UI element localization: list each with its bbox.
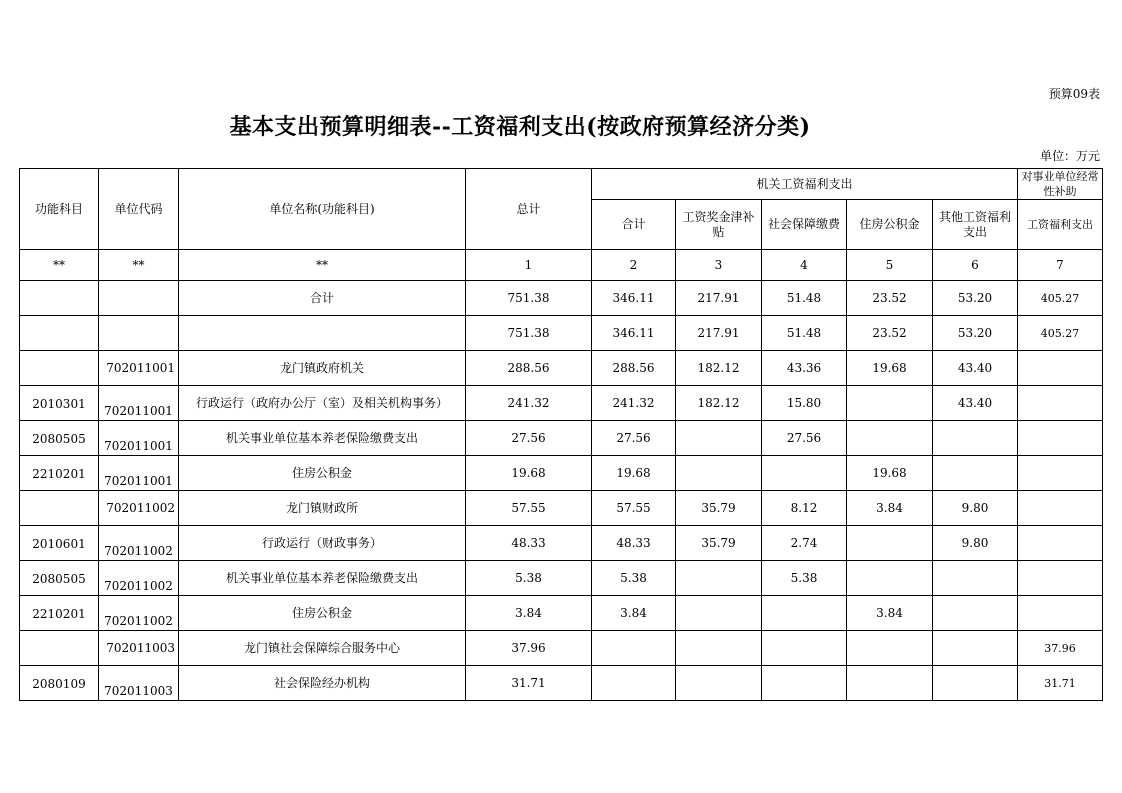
cell-name: 行政运行（财政事务） xyxy=(179,526,466,561)
cell-other: 43.40 xyxy=(933,351,1018,386)
cell-subsidy: 405.27 xyxy=(1018,316,1103,351)
cell-subsidy: 37.96 xyxy=(1018,631,1103,666)
cell-housing: 23.52 xyxy=(847,281,933,316)
cell-salary: 35.79 xyxy=(676,491,762,526)
cell-name: 住房公积金 xyxy=(179,456,466,491)
cell-code: 702011003 xyxy=(99,631,179,666)
header-other: 其他工资福利支出 xyxy=(933,200,1018,250)
table-row xyxy=(20,561,1103,596)
header-unit-name: 单位名称(功能科目) xyxy=(179,169,466,250)
table-row xyxy=(20,351,1103,386)
cell-code: 702011001 xyxy=(99,456,179,491)
header-total: 总计 xyxy=(466,169,592,250)
cell-func: 2010601 xyxy=(20,526,99,561)
cell-social xyxy=(762,666,847,701)
cell-social: 8.12 xyxy=(762,491,847,526)
cell-name xyxy=(179,316,466,351)
index-cell: 4 xyxy=(762,250,847,281)
index-cell: 2 xyxy=(592,250,676,281)
cell-func: 2210201 xyxy=(20,596,99,631)
table-row xyxy=(20,316,1103,351)
cell-total: 241.32 xyxy=(466,386,592,421)
cell-other xyxy=(933,666,1018,701)
cell-housing xyxy=(847,631,933,666)
cell-social: 51.48 xyxy=(762,281,847,316)
cell-housing xyxy=(847,386,933,421)
cell-subtotal: 241.32 xyxy=(592,386,676,421)
cell-salary xyxy=(676,666,762,701)
cell-social xyxy=(762,456,847,491)
index-cell: 3 xyxy=(676,250,762,281)
cell-subsidy xyxy=(1018,491,1103,526)
cell-code xyxy=(99,316,179,351)
cell-func: 2080505 xyxy=(20,561,99,596)
cell-func xyxy=(20,316,99,351)
cell-total: 27.56 xyxy=(466,421,592,456)
cell-subtotal xyxy=(592,666,676,701)
cell-subsidy xyxy=(1018,596,1103,631)
cell-name: 龙门镇财政所 xyxy=(179,491,466,526)
index-cell: ** xyxy=(99,250,179,281)
cell-code: 702011001 xyxy=(99,386,179,421)
cell-name: 社会保险经办机构 xyxy=(179,666,466,701)
cell-subsidy xyxy=(1018,456,1103,491)
cell-social: 51.48 xyxy=(762,316,847,351)
cell-subsidy xyxy=(1018,351,1103,386)
cell-housing: 19.68 xyxy=(847,456,933,491)
cell-other: 53.20 xyxy=(933,281,1018,316)
cell-subtotal: 346.11 xyxy=(592,281,676,316)
index-cell: 7 xyxy=(1018,250,1103,281)
cell-social xyxy=(762,596,847,631)
cell-func xyxy=(20,351,99,386)
cell-subsidy xyxy=(1018,561,1103,596)
cell-housing: 23.52 xyxy=(847,316,933,351)
table-row xyxy=(20,281,1103,316)
cell-func xyxy=(20,631,99,666)
header-subsidy-salary: 工资福利支出 xyxy=(1018,200,1103,250)
cell-code: 702011002 xyxy=(99,526,179,561)
cell-total: 3.84 xyxy=(466,596,592,631)
cell-subtotal: 27.56 xyxy=(592,421,676,456)
cell-salary xyxy=(676,561,762,596)
cell-subsidy xyxy=(1018,526,1103,561)
table-row xyxy=(20,386,1103,421)
cell-other xyxy=(933,631,1018,666)
cell-total: 288.56 xyxy=(466,351,592,386)
cell-total: 48.33 xyxy=(466,526,592,561)
header-subtotal: 合计 xyxy=(592,200,676,250)
table-row xyxy=(20,596,1103,631)
cell-total: 751.38 xyxy=(466,281,592,316)
cell-total: 31.71 xyxy=(466,666,592,701)
table-row xyxy=(20,631,1103,666)
index-cell: 1 xyxy=(466,250,592,281)
cell-salary xyxy=(676,456,762,491)
cell-social: 2.74 xyxy=(762,526,847,561)
cell-func: 2210201 xyxy=(20,456,99,491)
cell-other xyxy=(933,596,1018,631)
cell-social xyxy=(762,631,847,666)
cell-subsidy: 31.71 xyxy=(1018,666,1103,701)
cell-other xyxy=(933,421,1018,456)
header-housing: 住房公积金 xyxy=(847,200,933,250)
index-cell: 5 xyxy=(847,250,933,281)
cell-subtotal: 3.84 xyxy=(592,596,676,631)
cell-subtotal: 48.33 xyxy=(592,526,676,561)
cell-housing xyxy=(847,421,933,456)
cell-housing: 3.84 xyxy=(847,491,933,526)
page-title: 基本支出预算明细表--工资福利支出(按政府预算经济分类) xyxy=(229,114,811,140)
cell-total: 37.96 xyxy=(466,631,592,666)
cell-other xyxy=(933,561,1018,596)
cell-salary: 35.79 xyxy=(676,526,762,561)
cell-name: 合计 xyxy=(179,281,466,316)
table-row xyxy=(20,666,1103,701)
index-cell: ** xyxy=(179,250,466,281)
cell-code: 702011002 xyxy=(99,596,179,631)
cell-subsidy: 405.27 xyxy=(1018,281,1103,316)
table-row xyxy=(20,456,1103,491)
cell-code xyxy=(99,281,179,316)
table-row xyxy=(20,421,1103,456)
cell-total: 751.38 xyxy=(466,316,592,351)
cell-total: 5.38 xyxy=(466,561,592,596)
cell-subtotal: 5.38 xyxy=(592,561,676,596)
header-salary: 工资奖金津补贴 xyxy=(676,200,762,250)
cell-social: 43.36 xyxy=(762,351,847,386)
cell-social: 15.80 xyxy=(762,386,847,421)
cell-other: 9.80 xyxy=(933,526,1018,561)
cell-other: 53.20 xyxy=(933,316,1018,351)
cell-func: 2080109 xyxy=(20,666,99,701)
cell-salary: 217.91 xyxy=(676,281,762,316)
cell-func xyxy=(20,281,99,316)
header-social-security: 社会保障缴费 xyxy=(762,200,847,250)
cell-name: 龙门镇社会保障综合服务中心 xyxy=(179,631,466,666)
cell-total: 19.68 xyxy=(466,456,592,491)
cell-salary xyxy=(676,421,762,456)
form-number: 预算09表 xyxy=(1048,87,1100,101)
cell-salary xyxy=(676,631,762,666)
unit-label: 单位：万元 xyxy=(1039,149,1100,163)
cell-code: 702011001 xyxy=(99,421,179,456)
cell-housing: 3.84 xyxy=(847,596,933,631)
cell-subsidy xyxy=(1018,421,1103,456)
cell-other: 43.40 xyxy=(933,386,1018,421)
cell-social: 27.56 xyxy=(762,421,847,456)
table-row xyxy=(20,526,1103,561)
cell-salary xyxy=(676,596,762,631)
cell-name: 机关事业单位基本养老保险缴费支出 xyxy=(179,421,466,456)
index-cell: 6 xyxy=(933,250,1018,281)
cell-subtotal xyxy=(592,631,676,666)
cell-func: 2010301 xyxy=(20,386,99,421)
cell-subsidy xyxy=(1018,386,1103,421)
cell-housing: 19.68 xyxy=(847,351,933,386)
cell-total: 57.55 xyxy=(466,491,592,526)
index-cell: ** xyxy=(20,250,99,281)
table-row xyxy=(20,491,1103,526)
cell-other xyxy=(933,456,1018,491)
cell-code: 702011002 xyxy=(99,561,179,596)
header-unit-code: 单位代码 xyxy=(99,169,179,250)
cell-name: 行政运行（政府办公厅（室）及相关机构事务） xyxy=(179,386,466,421)
cell-housing xyxy=(847,561,933,596)
cell-name: 住房公积金 xyxy=(179,596,466,631)
header-func-code: 功能科目 xyxy=(20,169,99,250)
cell-code: 702011001 xyxy=(99,351,179,386)
cell-func xyxy=(20,491,99,526)
cell-social: 5.38 xyxy=(762,561,847,596)
cell-housing xyxy=(847,526,933,561)
header-group-subsidy: 对事业单位经常性补助 xyxy=(1018,169,1103,200)
cell-housing xyxy=(847,666,933,701)
budget-table xyxy=(19,168,1103,701)
header-group-org: 机关工资福利支出 xyxy=(592,169,1018,200)
cell-other: 9.80 xyxy=(933,491,1018,526)
cell-subtotal: 288.56 xyxy=(592,351,676,386)
cell-salary: 217.91 xyxy=(676,316,762,351)
cell-subtotal: 346.11 xyxy=(592,316,676,351)
index-row xyxy=(20,250,1103,281)
table-body xyxy=(20,281,1103,701)
cell-salary: 182.12 xyxy=(676,351,762,386)
cell-code: 702011003 xyxy=(99,666,179,701)
cell-name: 龙门镇政府机关 xyxy=(179,351,466,386)
cell-subtotal: 19.68 xyxy=(592,456,676,491)
cell-salary: 182.12 xyxy=(676,386,762,421)
cell-code: 702011002 xyxy=(99,491,179,526)
cell-subtotal: 57.55 xyxy=(592,491,676,526)
cell-name: 机关事业单位基本养老保险缴费支出 xyxy=(179,561,466,596)
cell-func: 2080505 xyxy=(20,421,99,456)
